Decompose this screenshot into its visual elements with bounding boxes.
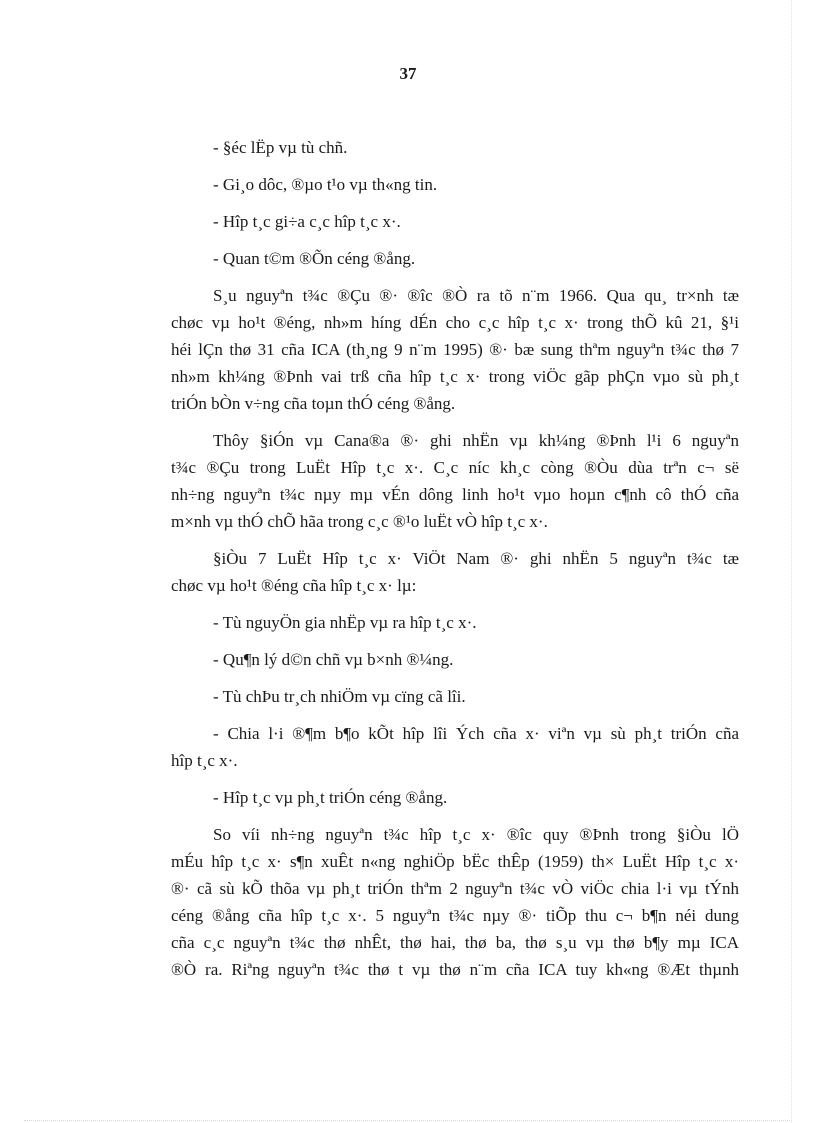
- document-body: [171, 134, 739, 993]
- paragraph-line: triÓn bÒn v÷ng cña toµn thÓ céng ®ång.: [171, 394, 456, 413]
- principle-item: - Gi¸o dôc, ®µo t¹o vµ th«ng tin.: [213, 175, 438, 194]
- page-bottom-border: [24, 1120, 792, 1121]
- paragraph-line: t¾c ®Çu trong LuËt Hîp t¸c x·. C¸c níc kh¸c còng ®Òu dùa trªn c¬ së: [171, 458, 739, 477]
- paragraph-line: ®Ò ra. Riªng nguyªn t¾c thø t vµ thø n¨m cña ICA tuy kh«ng ®Æt thµnh: [171, 960, 739, 979]
- principle-item: - Quan t©m ®Õn céng ®ång.: [213, 249, 416, 268]
- paragraph-line: Thôy §iÓn vµ Cana®a ®· ghi nhËn vµ kh¼ng ®Þnh l¹i 6 nguyªn: [213, 431, 739, 450]
- paragraph-line: chøc vµ ho¹t ®éng, nh»m híng dÉn cho c¸c hîp t¸c x· trong thÕ kû 21, §¹i: [171, 313, 739, 332]
- principle-item: - §éc lËp vµ tù chñ.: [213, 138, 348, 157]
- paragraph-line: §iÒu 7 LuËt Hîp t¸c x· ViÖt Nam ®· ghi nhËn 5 nguyªn t¾c tæ: [213, 549, 739, 568]
- paragraph-line: nh÷ng nguyªn t¾c nµy mµ vÉn dông linh ho¹t vµo hoµn c¶nh cô thÓ cña: [171, 485, 739, 504]
- paragraph-line: nh»m kh¼ng ®Þnh vai trß cña hîp t¸c x· trong viÖc gãp phÇn vµo sù ph¸t: [171, 367, 739, 386]
- paragraph-line: cña c¸c nguyªn t¾c thø nhÊt, thø hai, thø ba, thø s¸u vµ thø b¶y mµ ICA: [171, 933, 739, 952]
- paragraph-comparison: [171, 821, 739, 983]
- paragraph-line: So víi nh÷ng nguyªn t¾c hîp t¸c x· ®îc quy ®Þnh trong §iÒu lÖ: [213, 825, 739, 844]
- paragraph-line: céng ®ång cña hîp t¸c x·. 5 nguyªn t¾c nµy ®· tiÕp thu c¬ b¶n néi dung: [171, 906, 739, 925]
- paragraph-line: héi lÇn thø 31 cña ICA (th¸ng 9 n¨m 1995) ®· bæ sung thªm nguyªn t¾c thø 7: [171, 340, 739, 359]
- paragraph-ica-principles: [171, 282, 739, 417]
- paragraph-line: - Chia l·i ®¶m b¶o kÕt hîp lîi Ých cña x· viªn vµ sù ph¸t triÓn cña: [213, 724, 739, 743]
- paragraph-line: m×nh vµ thÓ chÕ hãa trong c¸c ®¹o luËt vÒ hîp t¸c x·.: [171, 512, 548, 531]
- principle-item: - Tù nguyÖn gia nhËp vµ ra hîp t¸c x·.: [213, 613, 477, 632]
- paragraph-line: S¸u nguyªn t¾c ®Çu ®· ®îc ®Ò ra tõ n¨m 1966. Qua qu¸ tr×nh tæ: [213, 286, 739, 305]
- principle-item: [171, 720, 739, 774]
- principle-item: - Tù chÞu tr¸ch nhiÖm vµ cïng cã lîi.: [213, 687, 466, 706]
- principle-item: - Qu¶n lý d©n chñ vµ b×nh ®¼ng.: [213, 650, 454, 669]
- page-right-border: [791, 0, 792, 1123]
- principle-item: - Hîp t¸c gi÷a c¸c hîp t¸c x·.: [213, 212, 401, 231]
- page-number: 37: [399, 64, 417, 83]
- principle-item: - Hîp t¸c vµ ph¸t triÓn céng ®ång.: [213, 788, 448, 807]
- paragraph-line: chøc vµ ho¹t ®éng cña hîp t¸c x· lµ:: [171, 576, 417, 595]
- paragraph-article-7: [171, 545, 739, 599]
- paragraph-line: hîp t¸c x·.: [171, 751, 238, 770]
- paragraph-sweden-canada: [171, 427, 739, 535]
- paragraph-line: ®· cã sù kÕ thõa vµ ph¸t triÓn thªm 2 nguyªn t¾c vÒ viÖc chia l·i vµ tÝnh: [171, 879, 739, 898]
- paragraph-line: mÉu hîp t¸c x· s¶n xuÊt n«ng nghiÖp bËc thÊp (1959) th× LuËt Hîp t¸c x·: [171, 852, 739, 871]
